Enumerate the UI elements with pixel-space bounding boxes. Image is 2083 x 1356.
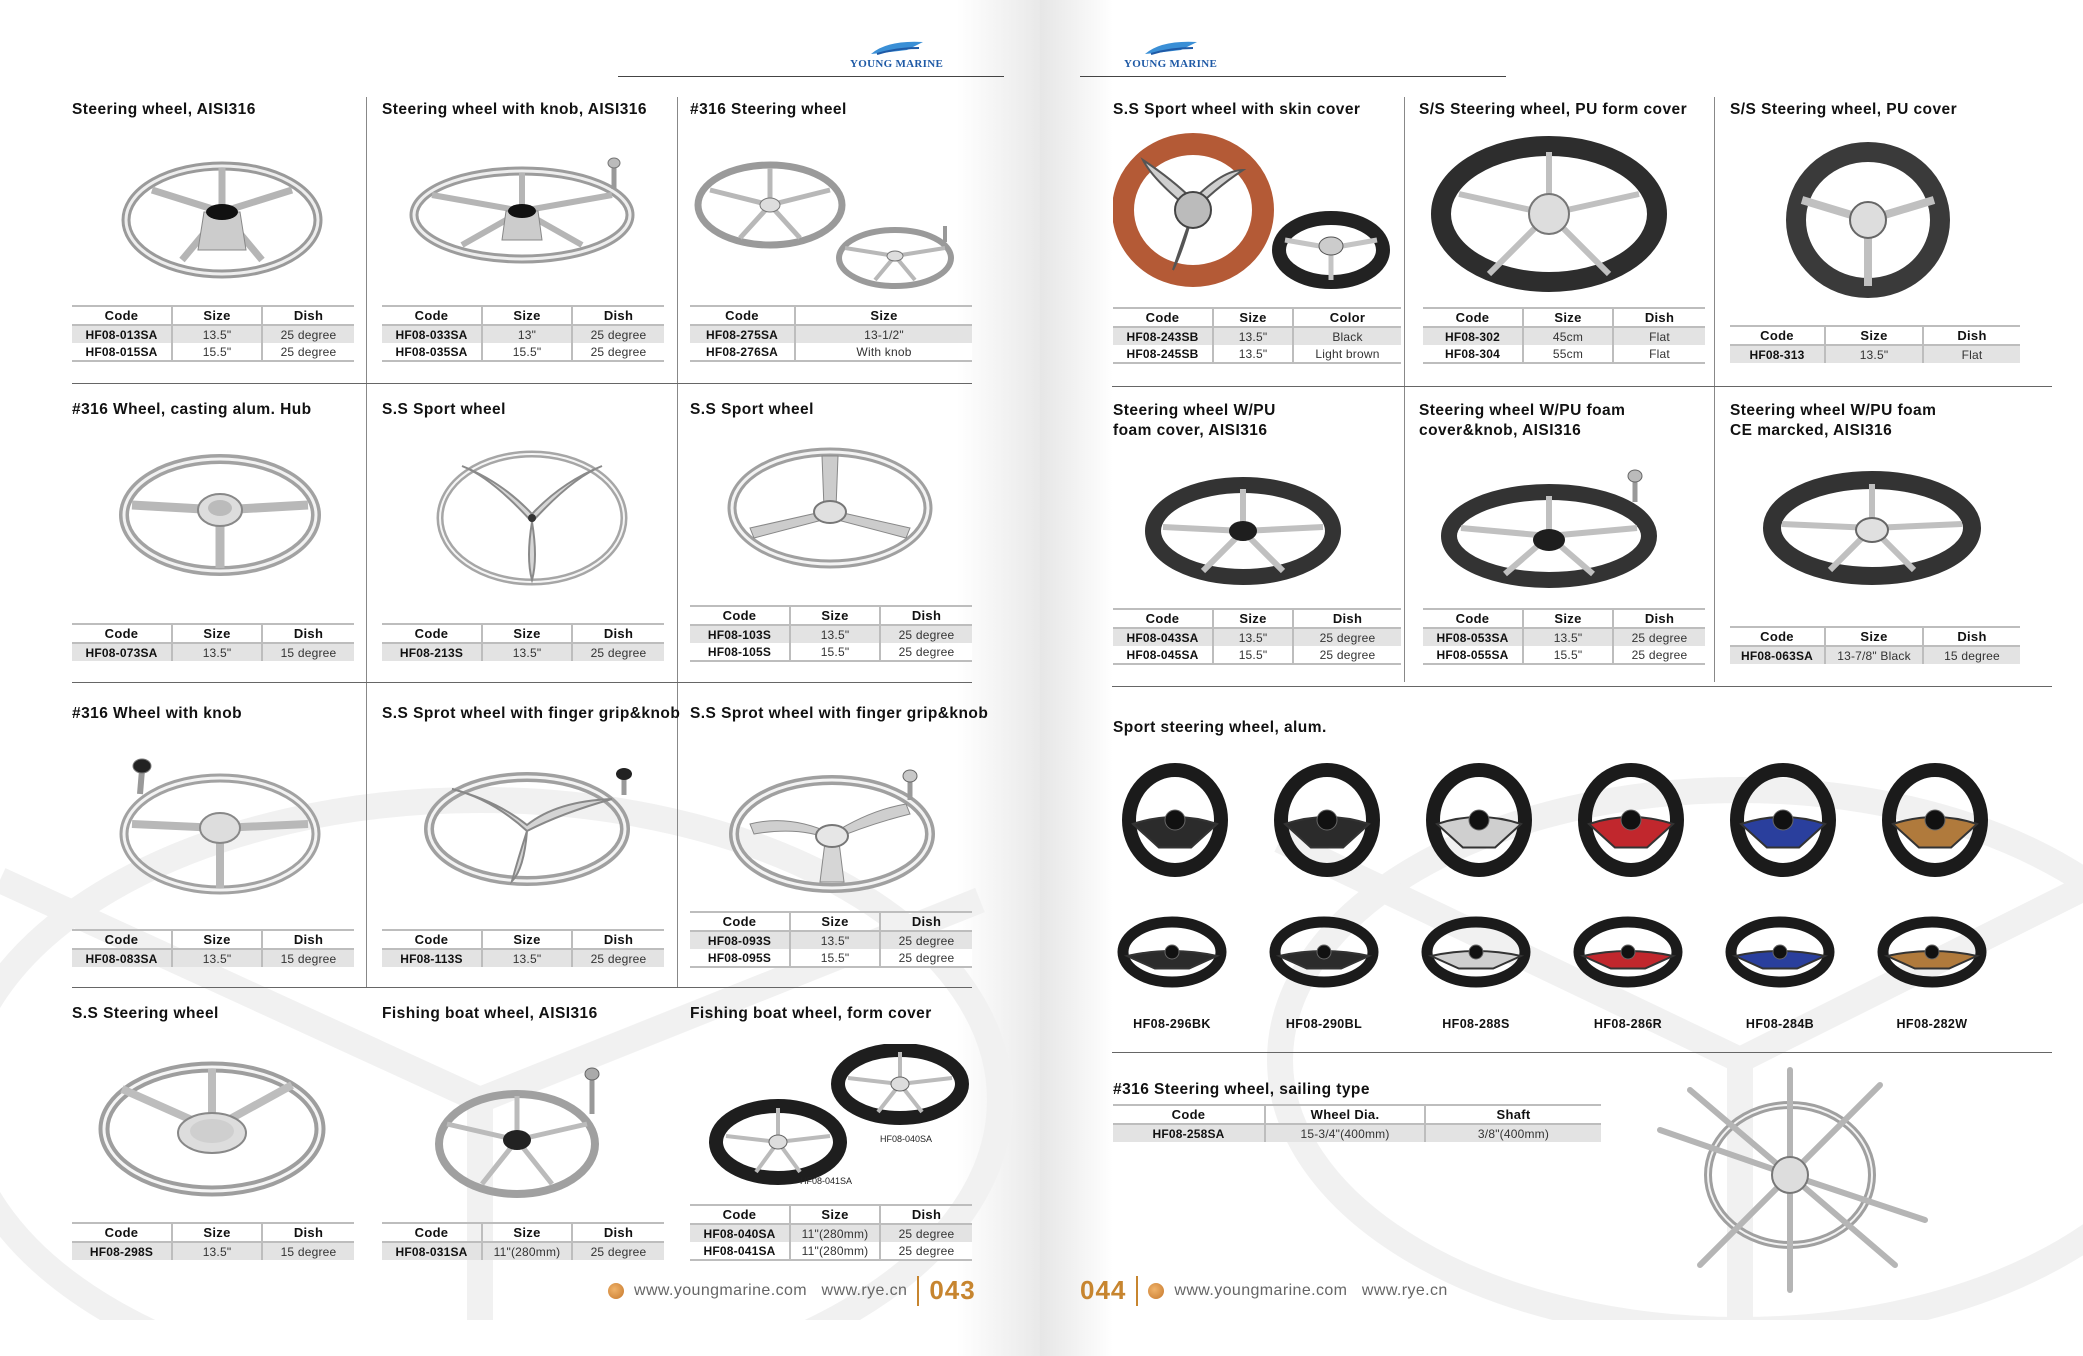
sport-wheel-image [1417,912,1535,992]
page-footer [1080,1275,1448,1306]
spec-table: Code Wheel Dia. Shaft HF08-258SA 15-3/4"(400mm) 3/8"(400mm) [1113,1104,1601,1142]
catalog-page-044 [1040,0,2083,1356]
sport-section-title: Sport steering wheel, alum. [1113,719,1327,736]
boat-logo-icon [1141,36,1201,58]
product-title: #316 Steering wheel [690,101,847,118]
steering-wheel-pair-image [690,150,980,300]
header-rule [1080,76,1506,77]
brand-name: YOUNG MARINE [1124,58,1218,70]
footer-url: www.youngmarine.com www.rye.cn [634,1281,908,1299]
product-title: #316 Wheel with knob [72,705,243,722]
image-label: HF08-041SA [800,1176,853,1186]
spec-table: Code Size Dish HF08-093S 13.5" 25 degree HF08-095S 15.5" 25 degree [690,911,972,968]
fishing-boat-wheel-pair-image [700,1044,970,1194]
product-card [1113,100,1403,382]
sport-wheel-label: HF08-282W [1896,1017,1968,1031]
product-title: S.S Sport wheel [382,401,506,418]
product-title: S/S Steering wheel, PU cover [1730,101,1958,118]
sport-wheel-image [422,438,642,608]
spec-table: Code Size Dish HF08-313 13.5" Flat [1730,325,2020,363]
sport-wheel-image [1879,760,1991,880]
product-card [690,400,980,680]
footer-separator [1136,1276,1138,1306]
sport-wheel-label: HF08-290BL [1285,1017,1363,1031]
spec-table: Code Size Dish HF08-073SA 13.5" 15 degree [72,623,354,661]
product-card [72,704,362,984]
footer-url: www.youngmarine.com www.rye.cn [1174,1281,1448,1299]
spec-table: Code Size Dish HF08-103S 13.5" 25 degree HF08-105S 15.5" 25 degree [690,605,972,662]
product-title: S.S Sport wheel with skin cover [1113,101,1361,118]
product-title: Steering wheel W/PU foam cover, AISI316 [1113,402,1276,439]
row-divider [72,682,972,683]
steering-wheel-knob-image [402,145,662,305]
product-card [1113,401,1403,683]
product-card [690,704,989,984]
skin-cover-wheel-image [1113,130,1403,300]
brand-logo [1124,36,1217,70]
sport-wheel-image [720,438,940,598]
spec-table: Code Size Color HF08-243SB 13.5" Black HF08-245SB 13.5" Light brown [1113,307,1401,364]
sailing-wheel-image [1640,1060,1940,1300]
sport-wheel-label: HF08-284B [1745,1017,1815,1031]
spec-table: Code Size Dish HF08-113S 13.5" 25 degree [382,929,664,967]
brand-name: YOUNG MARINE [850,58,944,70]
product-card [1730,100,2030,382]
column-divider [366,97,367,987]
sport-wheel-image [1721,912,1839,992]
row-divider [72,383,972,384]
product-title: Fishing boat wheel, form cover [690,1005,932,1022]
product-card [1419,401,1709,683]
wheel-with-knob-image [102,744,342,914]
product-card [1730,401,2030,683]
product-card [690,100,980,380]
product-card [72,400,362,680]
column-divider [1404,97,1405,682]
globe-icon [1148,1283,1164,1299]
sailing-section-title: #316 Steering wheel, sailing type [1113,1081,1370,1098]
pu-foam-wheel-ce-image [1760,466,1990,606]
sport-wheel-image [1727,760,1839,880]
sport-wheel-label: HF08-296BK [1133,1017,1211,1031]
sport-wheel-image [1265,912,1383,992]
product-title: S.S Sport wheel [690,401,814,418]
spec-table: Code Size Dish HF08-083SA 13.5" 15 degree [72,929,354,967]
boat-logo-icon [867,36,927,58]
row-divider [1112,686,2052,687]
row-divider [1112,386,2052,387]
product-title: S/S Steering wheel, PU form cover [1419,101,1688,118]
sport-wheel-image [1113,912,1231,992]
sport-wheel-image [1271,760,1383,880]
product-title: Steering wheel with knob, AISI316 [382,101,647,118]
brand-logo [850,36,943,70]
product-title: Steering wheel, AISI316 [72,101,256,118]
spec-table: Code Size Dish HF08-031SA 11"(280mm) 25 degree [382,1222,664,1260]
product-title: S.S Sprot wheel with finger grip&knob [690,705,989,722]
sport-wheel-label: HF08-286R [1593,1017,1663,1031]
column-divider [677,97,678,987]
sport-wheel-image [1873,912,1991,992]
sport-wheel-finger-grip-image [720,754,960,904]
sport-wheel-image [1423,760,1535,880]
product-title: Fishing boat wheel, AISI316 [382,1005,598,1022]
catalog-page-043 [0,0,1040,1356]
product-title: #316 Wheel, casting alum. Hub [72,401,312,418]
steering-wheel-image [112,450,332,610]
sport-wheel-image [1119,760,1231,880]
image-label: HF08-040SA [880,1134,933,1144]
product-title: Steering wheel W/PU foam cover&knob, AISI316 [1419,402,1626,439]
pu-foam-wheel-image [1419,134,1669,304]
product-title: S.S Steering wheel [72,1005,219,1022]
spec-table: Code Size Dish HF08-213S 13.5" 25 degree [382,623,664,661]
sport-wheel-label: HF08-288S [1442,1017,1510,1031]
spec-table: Code Size Dish HF08-013SA 13.5" 25 degree HF08-015SA 15.5" 25 degree [72,305,354,362]
fishing-boat-wheel-image [432,1054,632,1214]
spec-table: Code Size Dish HF08-043SA 13.5" 25 degree HF08-045SA 15.5" 25 degree [1113,608,1401,665]
spec-table: Code Size Dish HF08-063SA 13-7/8" Black 15 degree [1730,626,2020,664]
footer-separator [917,1276,919,1306]
page-footer [608,1275,976,1306]
globe-icon [608,1283,624,1299]
sport-wheel-image [1575,760,1687,880]
spec-table: Code Size Dish HF08-040SA 11"(280mm) 25 degree HF08-041SA 11"(280mm) 25 degree [690,1204,972,1261]
sport-wheel-image [1569,912,1687,992]
product-card [690,1004,980,1274]
spec-table: Code Size Dish HF08-298S 13.5" 15 degree [72,1222,354,1260]
product-card [382,100,672,380]
steering-wheel-image [92,1049,342,1209]
product-title: Steering wheel W/PU foam CE marcked, AISI316 [1730,402,1937,439]
spec-table: Code Size HF08-275SA 13-1/2" HF08-276SA With knob [690,305,972,362]
sport-wheel-finger-grip-image [412,759,652,909]
product-card [1419,100,1709,382]
row-divider [1112,1052,2052,1053]
column-divider [1714,97,1715,682]
product-card [382,1004,672,1274]
product-card [72,100,362,380]
pu-foam-wheel-knob-image [1439,466,1679,601]
product-title: S.S Sprot wheel with finger grip&knob [382,705,681,722]
pu-cover-wheel-image [1780,140,1960,310]
page-number: 044 [1080,1275,1127,1305]
page-number: 043 [929,1275,976,1305]
product-card [382,704,681,984]
row-divider [72,987,972,988]
product-card [72,1004,362,1274]
pu-foam-wheel-image [1143,471,1353,601]
spec-table: Code Size Dish HF08-302 45cm Flat HF08-304 55cm Flat [1423,307,1705,364]
steering-wheel-image [112,150,332,310]
header-rule [618,76,1004,77]
product-card [382,400,672,680]
spec-table: Code Size Dish HF08-053SA 13.5" 25 degree HF08-055SA 15.5" 25 degree [1423,608,1705,665]
spec-table: Code Size Dish HF08-033SA 13" 25 degree HF08-035SA 15.5" 25 degree [382,305,664,362]
